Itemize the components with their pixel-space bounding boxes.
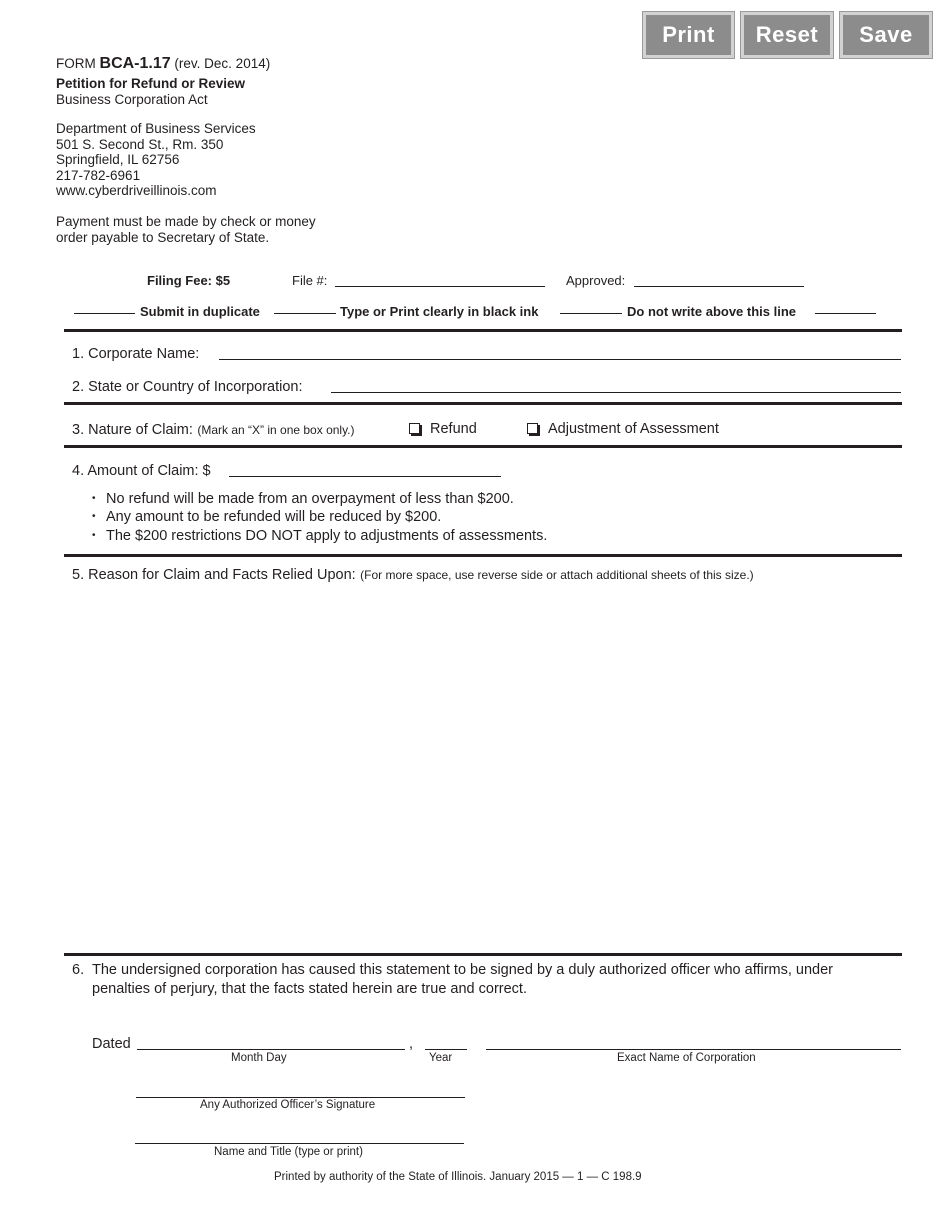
do-not-write-note: Do not write above this line [627, 304, 797, 319]
year-field[interactable] [425, 1049, 467, 1050]
form-prefix: FORM [56, 56, 96, 71]
divider [560, 313, 622, 314]
officer-signature-caption: Any Authorized Officer’s Signature [200, 1099, 376, 1111]
affirmation-text: The undersigned corporation has caused this statement to be signed by a duly authorized officer who affirms, under [92, 962, 834, 978]
corporation-name-caption: Exact Name of Corporation [617, 1052, 756, 1064]
section-rule [64, 953, 902, 956]
section-rule [64, 402, 902, 405]
filing-fee: Filing Fee: $5 [147, 273, 231, 288]
form-act: Business Corporation Act [56, 92, 208, 107]
adjustment-checkbox[interactable] [527, 423, 538, 434]
adjustment-label: Adjustment of Assessment [548, 421, 719, 437]
name-title-field[interactable] [135, 1143, 464, 1144]
divider [74, 313, 135, 314]
date-field[interactable] [137, 1049, 405, 1050]
file-number-field [335, 286, 545, 287]
date-comma: , [409, 1036, 414, 1052]
section-rule [64, 554, 902, 557]
nature-of-claim [72, 421, 355, 439]
restriction-bullet: • Any amount to be refunded will be reduced by $200. [92, 509, 442, 525]
payment-note: order payable to Secretary of State. [56, 230, 270, 245]
file-number-label: File #: [292, 273, 328, 288]
payment-note: Payment must be made by check or money [56, 214, 316, 229]
restriction-bullet: • No refund will be made from an overpayment of less than $200. [92, 491, 514, 507]
divider [274, 313, 336, 314]
divider [815, 313, 876, 314]
corporation-name-field[interactable] [486, 1049, 901, 1050]
approved-field [634, 286, 804, 287]
name-title-caption: Name and Title (type or print) [214, 1146, 363, 1158]
approved-label: Approved: [566, 273, 626, 288]
corporate-name-field[interactable] [219, 359, 901, 360]
section-rule [64, 445, 902, 448]
section-rule [64, 329, 902, 332]
save-button[interactable]: Save [840, 12, 932, 58]
footer-note: Printed by authority of the State of Illinois. January 2015 — 1 — C 198.9 [274, 1171, 642, 1183]
adjustment-option[interactable] [527, 421, 719, 437]
address-line: 501 S. Second St., Rm. 350 [56, 137, 224, 152]
reason-text-area[interactable] [72, 590, 900, 946]
reason-note: (For more space, use reverse side or attach additional sheets of this size.) [360, 568, 754, 582]
reset-button[interactable]: Reset [741, 12, 833, 58]
restriction-bullet: • The $200 restrictions DO NOT apply to adjustments of assessments. [92, 528, 548, 544]
nature-label: 3. Nature of Claim: [72, 422, 193, 438]
amount-field[interactable] [229, 476, 501, 477]
state-incorporation-field[interactable] [331, 392, 901, 393]
reason-label: 5. Reason for Claim and Facts Relied Upon: [72, 567, 356, 583]
address-line: 217-782-6961 [56, 168, 141, 183]
month-day-caption: Month Day [231, 1052, 287, 1064]
amount-label: 4. Amount of Claim: $ [72, 463, 211, 479]
corporate-name-label: 1. Corporate Name: [72, 346, 200, 362]
refund-checkbox[interactable] [409, 423, 420, 434]
form-id [56, 56, 270, 72]
form-number: BCA-1.17 [99, 55, 171, 72]
form-revision: (rev. Dec. 2014) [174, 56, 271, 71]
address-line: Springfield, IL 62756 [56, 152, 180, 167]
submit-duplicate: Submit in duplicate [140, 304, 260, 319]
affirmation-text: penalties of perjury, that the facts stated herein are true and correct. [92, 981, 527, 997]
address-line: Department of Business Services [56, 121, 256, 136]
state-incorporation-label: 2. State or Country of Incorporation: [72, 379, 303, 395]
type-print-note: Type or Print clearly in black ink [340, 304, 539, 319]
refund-label: Refund [430, 421, 477, 437]
print-button[interactable]: Print [643, 12, 734, 58]
refund-option[interactable] [409, 421, 477, 437]
dated-label: Dated [92, 1036, 131, 1052]
form-title: Petition for Refund or Review [56, 76, 246, 91]
website: www.cyberdriveillinois.com [56, 183, 217, 198]
nature-note: (Mark an “X” in one box only.) [197, 423, 355, 437]
officer-signature-field[interactable] [136, 1097, 465, 1098]
year-caption: Year [429, 1052, 453, 1064]
reason-for-claim [72, 566, 754, 584]
affirmation-number: 6. [72, 962, 85, 978]
